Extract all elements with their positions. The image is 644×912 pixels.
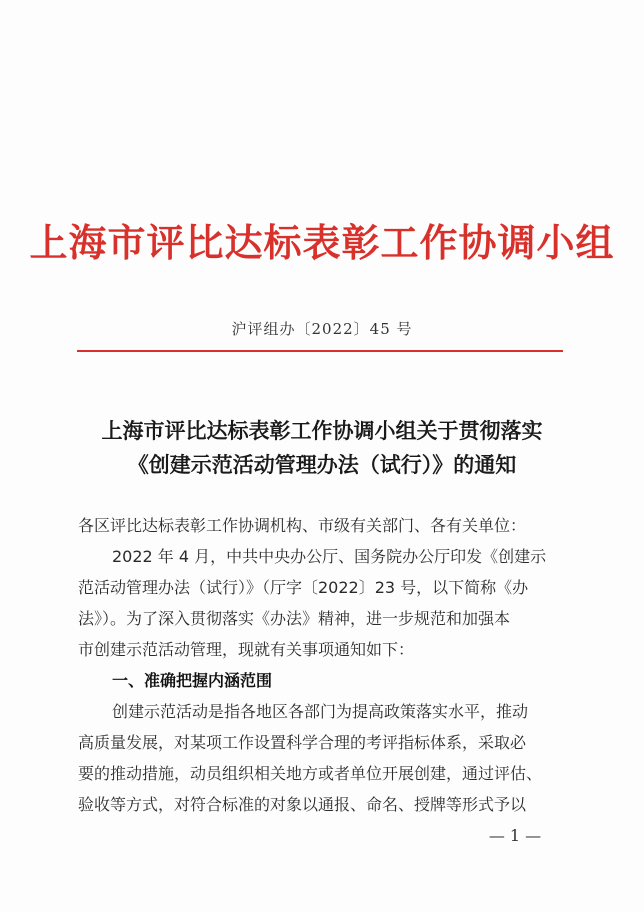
salutation: 各区评比达标表彰工作协调机构、市级有关部门、各有关单位： [78, 516, 527, 535]
document-title-line-2: 《创建示范活动管理办法（试行）》的通知 [127, 452, 517, 477]
document-title-line-1: 上海市评比达标表彰工作协调小组关于贯彻落实 [101, 418, 543, 443]
body-line: 要的推动措施，动员组织相关地方或者单位开展创建，通过评估、 [78, 764, 543, 783]
body-line: 范活动管理办法（试行）》（厅字〔2022〕23 号，以下简称《办 [78, 578, 529, 597]
document-title [0, 414, 644, 482]
issuing-body-header: 上海市评比达标表彰工作协调小组 [29, 220, 615, 265]
body-line: 验收等方式，对符合标准的对象以通报、命名、授牌等形式予以 [78, 795, 527, 814]
body-line: 创建示范活动是指各地区各部门为提高政策落实水平，推动 [112, 702, 529, 721]
section-heading: 一、准确把握内涵范围 [112, 671, 273, 690]
red-divider-line [77, 350, 563, 352]
document-body [78, 510, 568, 820]
body-line: 法》）。为了深入贯彻落实《办法》精神，进一步规范和加强本 [78, 609, 511, 628]
page-number: — 1 — [488, 826, 542, 845]
body-line: 高质量发展，对某项工作设置科学合理的考评指标体系，采取必 [78, 733, 527, 752]
document-number: 沪评组办〔2022〕45 号 [231, 320, 413, 338]
body-line: 市创建示范活动管理，现就有关事项通知如下： [78, 640, 415, 659]
body-line: 2022 年 4 月，中共中央办公厅、国务院办公厅印发《创建示 [112, 547, 547, 566]
